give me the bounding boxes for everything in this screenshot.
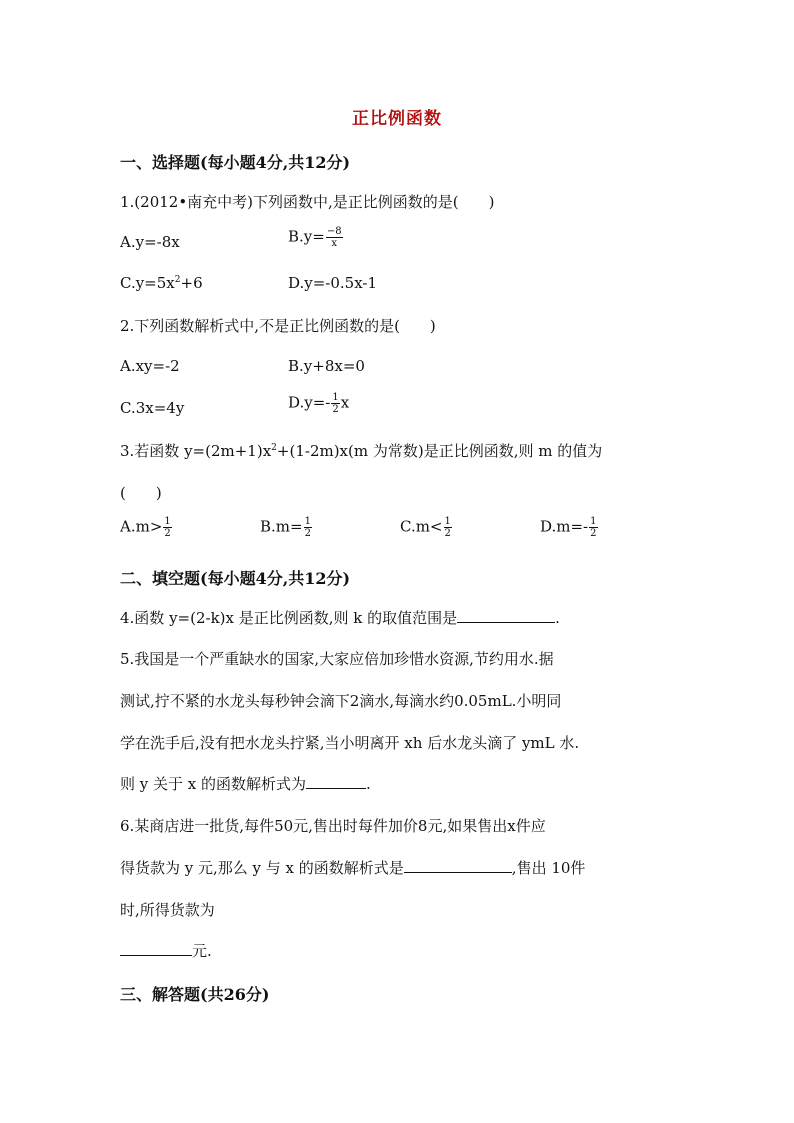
q3-option-b bbox=[260, 516, 313, 539]
q1-option-d: D.y=-0.5x-1 bbox=[288, 274, 378, 292]
q3-c-denominator: 2 bbox=[444, 528, 451, 539]
q2-option-d-suffix: x bbox=[340, 393, 350, 412]
q3-option-b-prefix: B.m= bbox=[260, 517, 303, 536]
q1-option-c-suffix: +6 bbox=[180, 274, 203, 292]
q6-function-blank[interactable] bbox=[404, 858, 512, 873]
q3-b-denominator: 2 bbox=[304, 528, 311, 539]
q3-stem-prefix: 3.若函数 y=(2m+1)x bbox=[120, 442, 272, 460]
q3-option-c-fraction bbox=[444, 516, 452, 539]
page-title: 正比例函数 bbox=[352, 109, 442, 129]
q5-line-4-suffix: . bbox=[366, 775, 371, 793]
q5-answer-blank[interactable] bbox=[306, 774, 366, 789]
q3-option-a bbox=[120, 516, 173, 539]
q6-payment-blank[interactable] bbox=[120, 941, 192, 956]
q3-answer-paren: ( ) bbox=[120, 484, 162, 502]
q1-option-b bbox=[288, 226, 344, 249]
question-1-stem: 1.(2012•南充中考)下列函数中,是正比例函数的是( ) bbox=[120, 193, 495, 211]
q1-option-c bbox=[120, 274, 203, 292]
q5-line-4 bbox=[120, 773, 371, 794]
q2-option-d-prefix: D.y=- bbox=[288, 393, 331, 412]
q6-line-4 bbox=[120, 940, 212, 961]
q3-option-a-prefix: A.m> bbox=[120, 517, 163, 536]
q5-line-3: 学在洗手后,没有把水龙头拧紧,当小明离开 xh 后水龙头滴了 ymL 水. bbox=[120, 734, 580, 752]
q3-b-numerator: 1 bbox=[304, 516, 311, 527]
q1-option-c-prefix: C.y=5x bbox=[120, 274, 175, 292]
q3-a-denominator: 2 bbox=[164, 528, 171, 539]
q5-line-2: 测试,拧不紧的水龙头每秒钟会滴下2滴水,每滴水约0.05mL.小明同 bbox=[120, 692, 562, 710]
q2-option-d-fraction bbox=[331, 392, 339, 415]
q1-b-denominator: x bbox=[331, 238, 338, 249]
q2-option-a: A.xy=-2 bbox=[120, 357, 180, 375]
question-4 bbox=[120, 607, 560, 628]
q3-option-c bbox=[400, 516, 453, 539]
section-heading-solve: 三、解答题(共26分) bbox=[120, 985, 270, 1004]
q3-option-b-fraction bbox=[304, 516, 312, 539]
q2-d-denominator: 2 bbox=[332, 404, 339, 415]
q3-option-c-prefix: C.m< bbox=[400, 517, 443, 536]
q6-line-1: 6.某商店进一批货,每件50元,售出时每件加价8元,如果售出x件应 bbox=[120, 817, 546, 835]
q2-option-d bbox=[288, 392, 349, 415]
q4-prefix: 4.函数 y=(2-k)x 是正比例函数,则 k 的取值范围是 bbox=[120, 609, 458, 627]
q5-line-1: 5.我国是一个严重缺水的国家,大家应倍加珍惜水资源,节约用水.据 bbox=[120, 650, 554, 668]
q3-stem-exponent: 2 bbox=[271, 443, 277, 453]
q3-stem-suffix: +(1-2m)x(m 为常数)是正比例函数,则 m 的值为 bbox=[276, 442, 603, 460]
q3-option-a-fraction bbox=[163, 516, 171, 539]
q4-suffix: . bbox=[555, 609, 560, 627]
q1-option-b-prefix: B.y= bbox=[288, 227, 325, 246]
q3-option-d-fraction bbox=[589, 516, 597, 539]
q1-option-a: A.y=-8x bbox=[120, 233, 180, 251]
q6-line-2-prefix: 得货款为 y 元,那么 y 与 x 的函数解析式是 bbox=[120, 859, 404, 877]
q6-line-2 bbox=[120, 857, 585, 878]
q1-option-c-exponent: 2 bbox=[174, 275, 181, 285]
q6-line-4-suffix: 元. bbox=[192, 942, 212, 960]
section-heading-fill: 二、填空题(每小题4分,共12分) bbox=[120, 569, 351, 588]
question-3-stem bbox=[120, 440, 602, 461]
q3-d-numerator: 1 bbox=[590, 516, 597, 527]
q1-option-b-fraction bbox=[326, 226, 343, 249]
q2-d-numerator: 1 bbox=[332, 392, 339, 403]
q6-line-3: 时,所得货款为 bbox=[120, 901, 215, 919]
q3-d-denominator: 2 bbox=[590, 528, 597, 539]
q3-option-d bbox=[540, 516, 599, 539]
q2-option-c: C.3x=4y bbox=[120, 399, 185, 417]
q5-line-4-prefix: 则 y 关于 x 的函数解析式为 bbox=[120, 775, 307, 793]
q3-option-d-prefix: D.m=- bbox=[540, 517, 589, 536]
question-2-stem: 2.下列函数解析式中,不是正比例函数的是( ) bbox=[120, 317, 436, 335]
q3-c-numerator: 1 bbox=[444, 516, 451, 527]
q2-option-b: B.y+8x=0 bbox=[288, 357, 365, 375]
q6-line-2-suffix: ,售出 10件 bbox=[511, 859, 586, 877]
q1-b-numerator: −8 bbox=[326, 226, 342, 237]
section-heading-choice: 一、选择题(每小题4分,共12分) bbox=[120, 153, 351, 172]
q4-answer-blank[interactable] bbox=[457, 608, 555, 623]
q3-a-numerator: 1 bbox=[164, 516, 171, 527]
